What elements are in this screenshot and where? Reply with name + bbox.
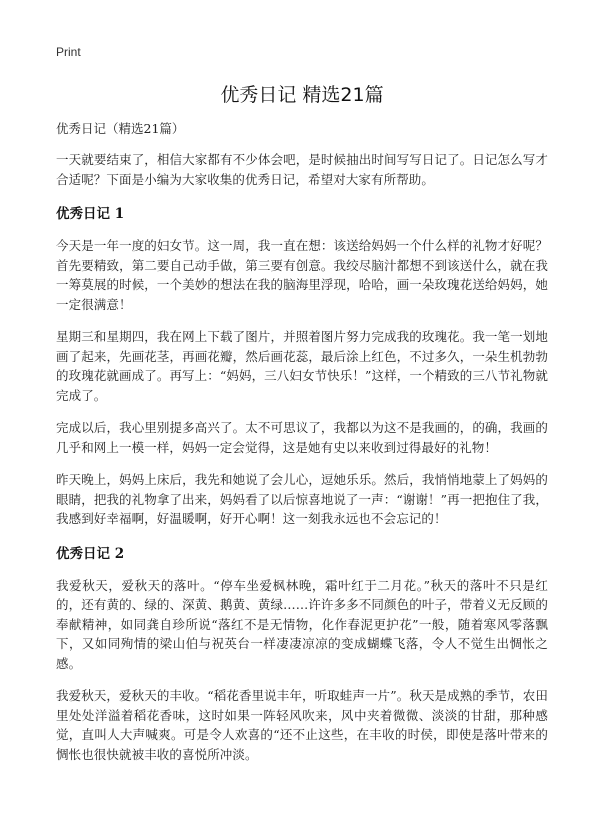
paragraph: 完成以后，我心里别提多高兴了。太不可思议了，我都以为这不是我画的，的确，我画的几乎和网上一模一样，妈妈一定会觉得，这是她有史以来收到过得最好的礼物！ (56, 420, 548, 455)
page-title: 优秀日记 精选21篇 (220, 84, 384, 106)
paragraph: 今天是一年一度的妇女节。这一周，我一直在想：该送给妈妈一个什么样的礼物才好呢？首先要精致，第二要自己动手做，第三要有创意。我绞尽脑汁都想不到该送什么，就在我一筹莫展的时候，一个美妙的想法在我的脑海里浮现，哈哈，画一朵玫瑰花送给妈妈，她一定很满意！ (56, 238, 548, 312)
print-label: Print (56, 45, 81, 59)
paragraph: 星期三和星期四，我在网上下载了图片，并照着图片努力完成我的玫瑰花。我一笔一划地画了起来，先画花茎，再画花瓣，然后画花蕊，最后涂上红色，不过多久，一朵生机勃勃的玫瑰花就画成了。再写上：“妈妈，三八妇女节快乐！”这样，一个精致的三八节礼物就完成了。 (56, 329, 548, 403)
section-heading: 优秀日记 2 (56, 545, 125, 562)
section-heading: 优秀日记 1 (56, 206, 125, 222)
paragraph: 我爱秋天，爱秋天的丰收。“稻花香里说丰年，听取蛙声一片”。秋天是成熟的季节，农田里处处洋溢着稻花香味，这时如果一阵轻风吹来，风中夹着微微、淡淡的甘甜，那种感觉，直叫人大声喊爽。可是令人欢喜的“还不止这些，在丰收的时侯，即使是落叶带来的惆怅也很快就被丰收的喜悦所冲淡。 (56, 688, 548, 762)
document-subtitle: 优秀日记（精选21篇） (56, 121, 185, 136)
paragraph: 我爱秋天，爱秋天的落叶。“停车坐爱枫林晚，霜叶红于二月花。”秋天的落叶不只是红的，还有黄的、绿的、深黄、鹅黄、黄绿……许许多多不同颜色的叶子，带着义无反顾的奉献精神，如同龚自珍所说“落红不是无情物，化作春泥更护花”一般，随着寒风零落飘下，又如同殉情的梁山伯与祝英台一样凄凄凉凉的变成蝴蝶飞落，令人不觉生出惆怅之感。 (56, 577, 548, 671)
intro-paragraph: 一天就要结束了，相信大家都有不少体会吧，是时候抽出时间写写日记了。日记怎么写才合适呢？下面是小编为大家收集的优秀日记，希望对大家有所帮助。 (56, 152, 548, 187)
paragraph: 昨天晚上，妈妈上床后，我先和她说了会儿心，逗她乐乐。然后，我悄悄地蒙上了妈妈的眼睛，把我的礼物拿了出来，妈妈看了以后惊喜地说了一声：“谢谢！”再一把抱住了我，我感到好幸福啊，好温暖啊，好开心啊！这一刻我永远也不会忘记的！ (56, 472, 548, 526)
document-body (56, 119, 548, 777)
